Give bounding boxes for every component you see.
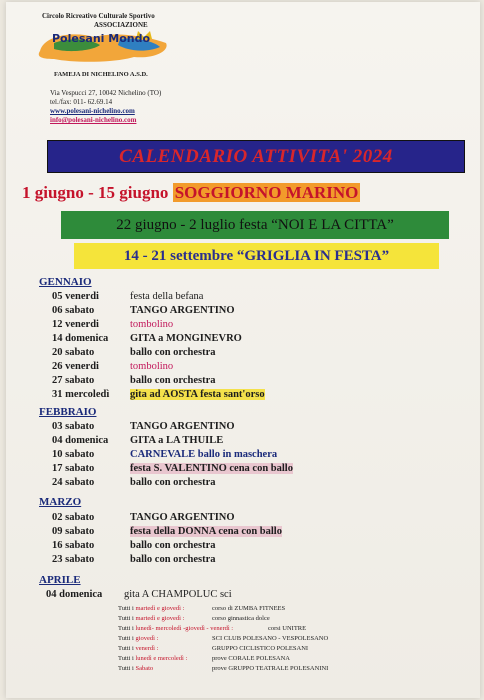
flyer-sheet [6, 2, 480, 698]
event-row: 23 sabato ballo con orchestra [52, 554, 216, 565]
course-row: Tutti i martedì e giovedì : corso di ZUMBA FITNEES [118, 605, 286, 612]
event-row: 17 sabato festa S. VALENTINO cena con ballo [52, 463, 293, 474]
event-row: 24 sabato ballo con orchestra [52, 477, 216, 488]
website-link[interactable]: www.polesani-nichelino.com [50, 107, 135, 115]
highlight-soggiorno [22, 183, 360, 203]
logo-text: Polesani Mondo [52, 32, 151, 45]
month-febbraio: FEBBRAIO [39, 406, 97, 418]
org-name: Circolo Ricreativo Culturale Sportivo [42, 12, 155, 20]
org-association: ASSOCIAZIONE [94, 21, 148, 29]
highlight-noi-e-la-citta: 22 giugno - 2 luglio festa “NOI E LA CITTA” [61, 211, 449, 239]
event-row: 05 venerdi festa della befana [52, 291, 204, 302]
calendar-title-banner: CALENDARIO ATTIVITA' 2024 [47, 140, 465, 173]
phone: tel./fax: 011- 62.69.14 [50, 98, 113, 106]
soggiorno-dates: 1 giugno - 15 giugno [22, 183, 169, 202]
event-row: 20 sabato ballo con orchestra [52, 347, 216, 358]
month-gennaio: GENNAIO [39, 276, 92, 288]
event-row: 16 sabato ballo con orchestra [52, 540, 216, 551]
event-row: 27 sabato ballo con orchestra [52, 375, 216, 386]
event-row: 26 venerdi tombolino [52, 361, 174, 372]
course-row: Tutti i venerdì : GRUPPO CICLISTICO POLESANI [118, 645, 309, 652]
course-row: Tutti i giovedì : SCI CLUB POLESANO - VESPOLESANO [118, 635, 329, 642]
address: Via Vespucci 27, 10042 Nichelino (TO) [50, 89, 162, 97]
course-row: Tutti i lunedì e mercoledì : prove CORALE POLESANA [118, 655, 290, 662]
month-marzo: MARZO [39, 496, 82, 508]
soggiorno-title: SOGGIORNO MARINO [174, 183, 359, 202]
event-row: 02 sabato TANGO ARGENTINO [52, 512, 235, 523]
event-row: 06 sabato TANGO ARGENTINO [52, 305, 235, 316]
highlight-griglia: 14 - 21 settembre “GRIGLIA IN FESTA” [74, 243, 439, 269]
event-row: 10 sabato CARNEVALE ballo in maschera [52, 449, 278, 460]
event-row: 09 sabato festa della DONNA cena con ballo [52, 526, 282, 537]
event-row: 14 domenica GITA a MONGINEVRO [52, 333, 242, 344]
course-row: Tutti i lunedì- mercoledì -giovedì - venerdì : corsi UNITRE [118, 625, 307, 632]
course-row: Tutti i martedì e giovedì : corso ginnastica dolce [118, 615, 270, 622]
contact-block [50, 89, 161, 125]
fameja-label: FAMEJA DI NICHELINO A.S.D. [54, 71, 148, 78]
event-row: 04 domenica gita A CHAMPOLUC sci [46, 589, 232, 600]
course-row: Tutti i Sabato prove GRUPPO TEATRALE POLESANINI [118, 665, 329, 672]
event-row: 03 sabato TANGO ARGENTINO [52, 421, 235, 432]
email-link[interactable]: info@polesani-nichelino.com [50, 116, 137, 124]
org-header [42, 12, 155, 30]
event-row: 31 mercoledì gita ad AOSTA festa sant'orso [52, 389, 265, 400]
event-row: 04 domenica GITA a LA THUILE [52, 435, 224, 446]
event-row: 12 venerdi tombolino [52, 319, 174, 330]
month-aprile: APRILE [39, 574, 81, 586]
